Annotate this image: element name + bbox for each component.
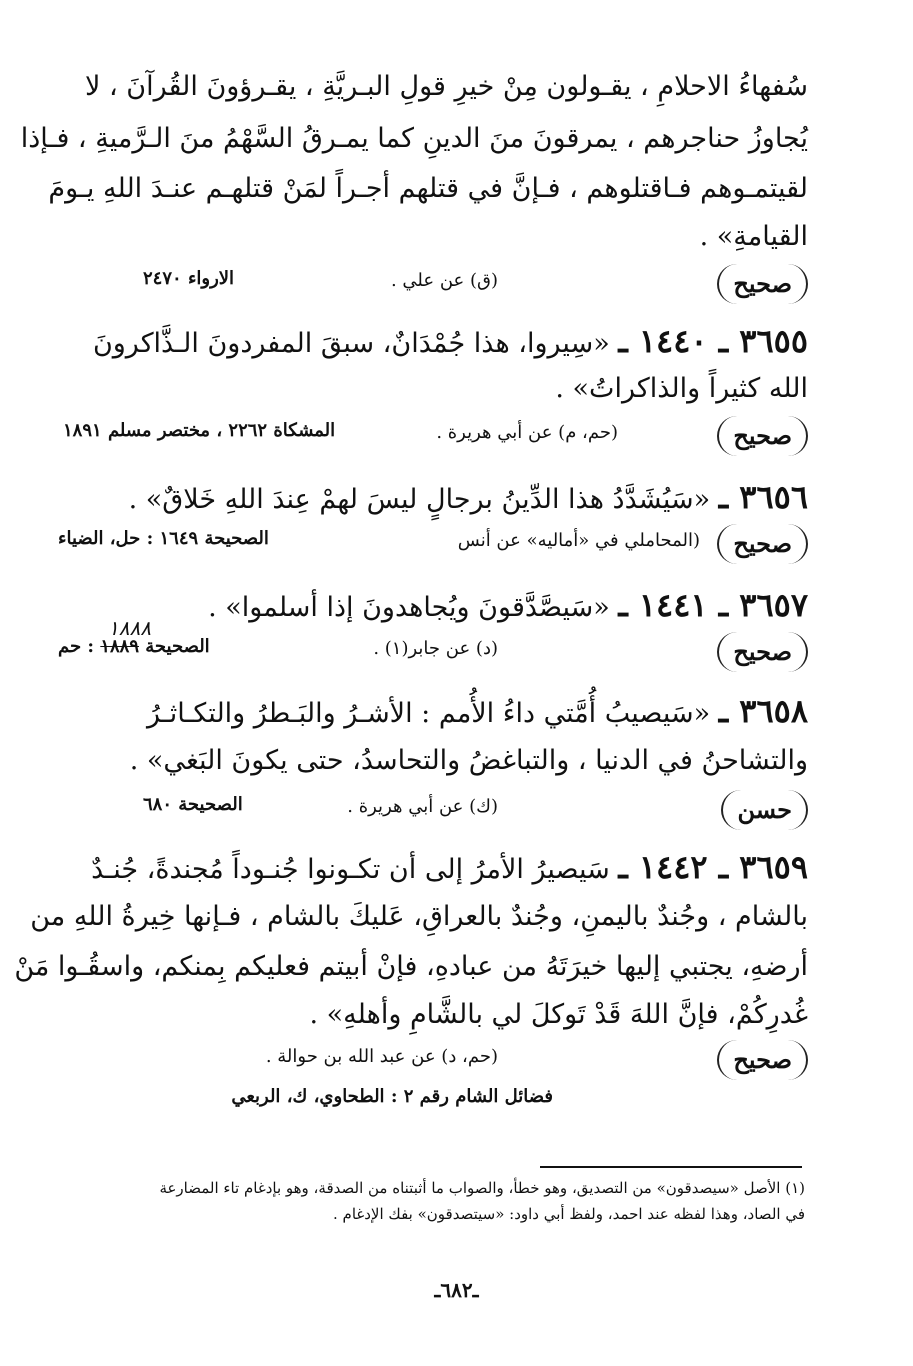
hadith-3659-line-2: بالشام ، وجُندٌ باليمنِ، وجُندٌ بالعراقِ، عَليكَ بالشام ، فـإنها خِيرةُ اللهِ من <box>30 901 808 932</box>
hadith-number: ٣٦٥٨ ـ <box>718 692 808 730</box>
grade-badge: صحيح <box>717 524 808 564</box>
hadith-text: «سِيروا، هذا جُمْدَانٌ، سبقَ المفردونَ الـذَّاكرونَ <box>92 328 610 359</box>
hadith-3656-line-1 <box>103 472 808 525</box>
grade-badge: حسن <box>721 790 808 830</box>
source-attribution: (حم، د) عن عبد الله بن حوالة . <box>265 1046 498 1067</box>
hadith-number: ٣٦٥٧ ـ ١٤٤١ ـ <box>618 586 808 624</box>
struck-reference-number: ١٨٨٩ <box>100 636 139 657</box>
hadith-3659-line-3: أرضهِ، يجتبي إليها خيرَتَهُ من عبادهِ، فإنْ أبيتم فعليكم بِمنكم، واسقُـوا مَنْ <box>14 951 808 982</box>
reference: فضائل الشام رقم ٢ : الطحاوي، ك، الربعي <box>231 1086 553 1107</box>
grade-badge: صحيح <box>717 1040 808 1080</box>
reference: الصحيحة ٦٨٠ <box>143 794 243 815</box>
reference-suffix: : حم <box>58 636 95 657</box>
hadith-text: «سَيصَّدَّقونَ ويُجاهدونَ إذا أسلموا» . <box>208 592 610 623</box>
hadith-number: ٣٦٥٥ ـ ١٤٤٠ ـ <box>618 322 808 360</box>
hadith-3658-line-1 <box>103 686 808 739</box>
hadith-3655-line-1 <box>92 316 808 369</box>
grade-badge: صحيح <box>717 264 808 304</box>
hadith-3659-line-1 <box>91 842 808 895</box>
hadith-3657-line-1 <box>103 580 808 633</box>
handwritten-correction: ١٨٨٨ <box>108 616 151 640</box>
hadith-text: سَيصيرُ الأمرُ إلى أن تكـونوا جُنـوداً مُجندةً، جُنـدٌ <box>91 854 610 885</box>
source-attribution: (المحاملي في «أماليه» عن أنس <box>457 530 700 551</box>
continuation-line-1: سُفهاءُ الاحلامِ ، يقـولون مِنْ خيرِ قولِ البـريَّةِ ، يقـرؤونَ القُرآنَ ، لا <box>84 71 808 102</box>
hadith-3655-line-2: الله كثيراً والذاكراتُ» . <box>555 373 808 404</box>
hadith-text: «سَيُشَدَّدُ هذا الدِّينُ برجالٍ ليسَ لهمْ عِندَ اللهِ خَلاقٌ» . <box>128 484 711 515</box>
grade-badge: صحيح <box>717 416 808 456</box>
footnote-line-1: (١) الأصل «سيصدقون» من التصديق، وهو خطأ، والصواب ما أثبتناه من الصدقة، وهو بإدغام تاء المضارعة <box>159 1179 805 1197</box>
grade-row-continuation <box>103 264 808 308</box>
grade-row-3655 <box>63 416 808 460</box>
grade-row-3656 <box>58 524 808 568</box>
hadith-3658-line-2: والتشاحنُ في الدنيا ، والتباغضُ والتحاسدُ، حتى يكونَ البَغي» . <box>129 745 808 776</box>
reference <box>58 636 210 657</box>
page-number: ـ٦٨٢ـ <box>434 1278 479 1302</box>
footnote-rule <box>540 1166 802 1168</box>
reference: المشكاة ٢٢٦٢ ، مختصر مسلم ١٨٩١ <box>63 420 336 441</box>
hadith-number: ٣٦٥٦ ـ <box>718 478 808 516</box>
grade-row-3659 <box>103 1040 808 1084</box>
hadith-number: ٣٦٥٩ ـ ١٤٤٢ ـ <box>618 848 808 886</box>
reference-prefix: الصحيحة <box>145 636 210 657</box>
source-attribution: (د) عن جابر(١) . <box>373 638 498 659</box>
hadith-3659-line-4: غُدرِكُمْ، فإنَّ اللهَ قَدْ تَوكلَ لي بالشَّامِ وأهلهِ» . <box>309 999 808 1030</box>
source-attribution: (حم، م) عن أبي هريرة . <box>436 422 618 443</box>
reference: الصحيحة ١٦٤٩ : حل، الضياء <box>58 528 269 549</box>
grade-badge: صحيح <box>717 632 808 672</box>
grade-row-3658 <box>103 790 808 834</box>
grade-row-3657 <box>58 632 808 676</box>
source-attribution: (ك) عن أبي هريرة . <box>347 796 498 817</box>
hadith-text: «سَيصيبُ أُمَّتي داءُ الأُمم : الأشـرُ والبَـطرُ والتكـاثـرُ <box>146 698 711 729</box>
continuation-line-3: لقيتمـوهم فـاقتلوهم ، فـإنَّ في قتلهم أجـراً لمَنْ قتلهـم عنـدَ اللهِ يـومَ <box>48 173 808 204</box>
continuation-line-4: القيامةِ» . <box>699 221 808 252</box>
source-attribution: (ق) عن علي . <box>390 270 498 291</box>
continuation-line-2: يُجاوزُ حناجرهم ، يمرقونَ منَ الدينِ كما يمـرقُ السَّهْمُ منَ الـرَّميةِ ، فـإذا <box>20 123 808 154</box>
reference: الارواء ٢٤٧٠ <box>143 268 235 289</box>
footnote-line-2: في الصاد، وهذا لفظه عند احمد، ولفظ أبي داود: «سيتصدقون» بفك الإدغام . <box>333 1205 805 1223</box>
